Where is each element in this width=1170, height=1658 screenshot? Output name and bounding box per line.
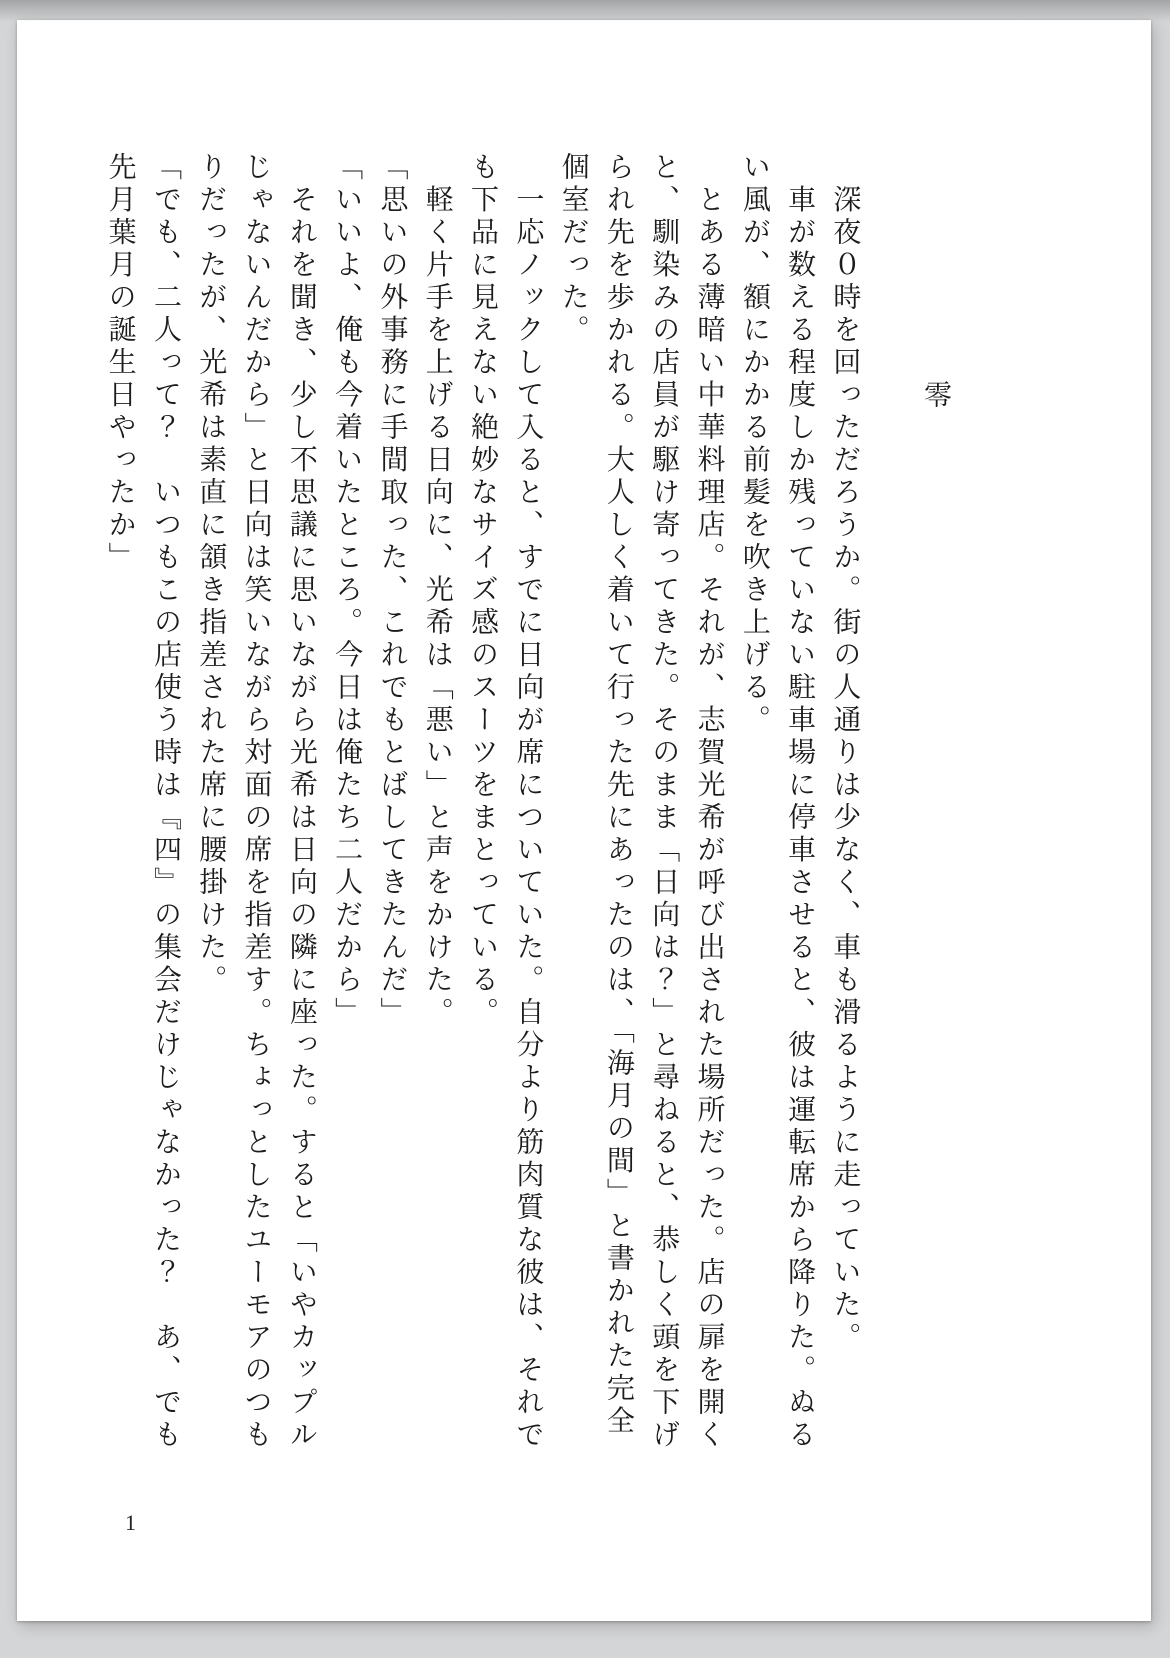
paragraph: 一応ノックして入ると、すでに日向が席についていた。自分より筋肉質な彼は、それでも下品に見えない絶妙なサイズ感のスーツをまとっている。 [467,152,544,1452]
paragraph: とある薄暗い中華料理店。それが、志賀光希が呼び出された場所だった。店の扉を開くと、馴染みの店員が駆け寄ってきた。そのまま「日向は？」と尋ねると、恭しく頭を下げられ先を歩かれる。大人しく着いて行った先にあったのは、「海月の間」と書かれた完全個室だった。 [557,152,725,1452]
page-number: 1 [125,1510,136,1535]
vertical-text-block [96,152,958,1454]
document-page [17,20,1151,1621]
paragraph: 「思いの外事務に手間取った、これでもとばしてきたんだ」 [376,152,408,1030]
chapter-title: 零 [920,380,951,413]
paragraph: 「いいよ、俺も今着いたところ。今日は俺たち二人だから」 [331,152,363,1030]
paragraph: 車が数える程度しか残っていない駐車場に停車させると、彼は運転席から降りた。ぬるい風が、額にかかる前髪を吹き上げる。 [738,152,816,1452]
paragraph: 「でも、二人って？ いつもこの店使う時は『四』の集会だけじゃなかった？ あ、でも先月葉月の誕生日やったか」 [104,152,181,1452]
paragraph: それを聞き、少し不思議に思いながら光希は日向の隣に座った。すると「いやカップルじゃないんだから」と日向は笑いながら対面の席を指差す。ちょっとしたユーモアのつもりだったが、光希は素直に頷き指差された席に腰掛けた。 [195,152,317,1452]
viewer-top-shadow [0,0,1170,22]
paragraph: 軽く片手を上げる日向に、光希は「悪い」と声をかけた。 [421,152,453,1030]
paragraph: 深夜０時を回っただろうか。街の人通りは少なく、車も滑るように走っていた。 [829,152,861,1355]
